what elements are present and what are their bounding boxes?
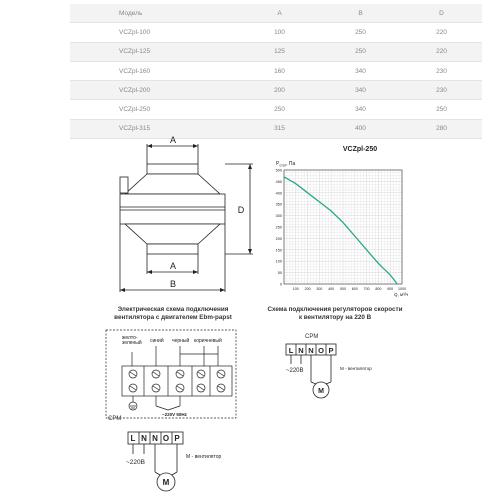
wiring-right-title [255,306,415,322]
column-header: B [358,9,363,17]
y-tick-label: 0 [279,282,282,287]
cell-model: VCZpl-315 [119,125,151,133]
x-tick-label: 500 [340,287,346,291]
wire-label: желто- [122,335,138,341]
y-axis-label: $P_{стат}$, Па [276,161,296,168]
wiring-left-title [108,306,238,322]
y-tick-label: 150 [275,248,282,253]
motor-caption: М - вентилятор [340,366,372,371]
cell-b: 340 [355,106,366,114]
cell-b: 250 [355,48,366,56]
motor-caption: М - вентилятор [186,454,222,460]
terminal-p: P [174,434,180,443]
terminal-l: L [130,434,136,443]
cell-a: 315 [274,125,285,133]
wire-label: черный [172,338,190,344]
terminal-n: N [308,346,314,355]
x-axis-label: Q, м³/ч [394,292,409,297]
label-a-top: A [169,135,177,145]
wire-label: коричневый [194,338,222,344]
chart-title: VCZpl-250 [342,146,378,153]
cell-model: VCZpl-200 [119,86,151,94]
table-row [70,42,482,61]
cell-b: 340 [355,67,366,75]
cell-d: 280 [436,125,447,133]
cell-b: 400 [355,125,366,133]
y-tick-label: 500 [275,168,282,173]
cell-model: VCZpl-125 [119,48,151,56]
wiring-bottom-diagram [124,430,274,494]
x-tick-label: 200 [304,287,311,291]
y-tick-label: 250 [275,225,282,230]
cell-a: 200 [274,86,285,94]
y-tick-label: 50 [277,271,282,276]
performance-chart [262,138,412,303]
table-row [70,100,482,119]
x-tick-label: 900 [387,287,394,291]
cell-d: 250 [436,106,447,114]
table-row [70,81,482,100]
cell-model: VCZpl-160 [119,67,151,75]
cell-a: 160 [274,67,285,75]
label-a-bottom: A [169,261,177,271]
wire-label: зеленый [122,340,142,346]
voltage-label: ~220В [286,368,304,374]
x-tick-label: 100 [292,287,299,291]
terminal-o: O [318,346,324,355]
fan-dimension-drawing [95,132,275,302]
terminal-n: N [298,346,304,355]
cell-model: VCZpl-250 [119,106,151,114]
column-header: Модель [119,9,143,17]
x-tick-label: 800 [375,287,382,291]
x-tick-label: 600 [351,287,358,291]
terminal-n: N [141,434,147,443]
table-row [70,23,482,42]
motor-icon: M [318,388,324,395]
terminal-n: N [152,434,158,443]
title-line: Электрическая схема подключения [117,306,229,313]
x-tick-label: 400 [328,287,335,291]
cell-a: 100 [274,28,285,36]
wiring-left-diagram [100,328,250,438]
dimensions-table [70,4,482,139]
terminal-l: L [288,346,294,355]
y-tick-label: 400 [275,191,282,196]
terminal-p: P [328,346,334,355]
ground-icon [129,402,137,410]
voltage-label: ~220V 50Hz [162,412,187,417]
voltage-label: ~220В [126,459,145,466]
column-header: A [277,9,282,17]
cell-a: 250 [274,106,285,114]
label-d: D [237,205,245,215]
cell-d: 220 [436,28,447,36]
wiring-right-diagram [282,342,392,402]
terminal-o: O [162,434,170,443]
crm-label: CPM [305,334,319,340]
cell-d: 220 [436,48,447,56]
title-line: к вентилятору на 220 В [298,314,372,321]
motor-icon: M [162,478,170,487]
y-tick-label: 450 [275,179,282,184]
x-tick-label: 300 [316,287,323,291]
x-tick-label: 700 [363,287,370,291]
cell-d: 230 [436,86,447,94]
cell-b: 340 [355,86,366,94]
y-tick-label: 200 [275,236,282,241]
column-header: D [439,9,444,17]
cell-model: VCZpl-100 [119,28,151,36]
table-row [70,61,482,80]
label-b: B [169,279,177,289]
title-line: вентилятора с двигателем Ebm-papst [114,314,232,321]
cell-d: 230 [436,67,447,75]
y-tick-label: 100 [275,259,282,264]
cell-a: 125 [274,48,285,56]
wire-label: синий [150,338,164,344]
crm-label: CPM [108,416,122,422]
cell-b: 250 [355,28,366,36]
y-tick-label: 350 [275,202,282,207]
y-tick-label: 300 [275,214,282,219]
x-tick-label: 1000 [398,287,406,291]
table-header-row [70,4,482,23]
title-line: Схема подключения регуляторов скорости [267,306,403,313]
